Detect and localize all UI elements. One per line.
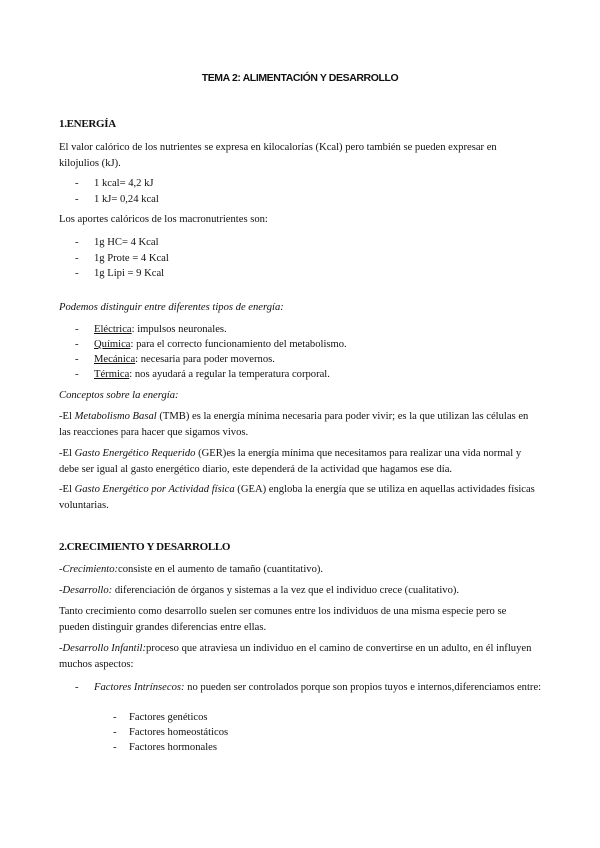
term: Térmica [94,369,130,380]
list-item: - 1g Prote = 4 Kcal [75,253,169,264]
paragraph-infantil: -Desarrollo Infantil:proceso que atraviesa un individuo en el camino de convertirse en un adulto, en él influyen muchos aspectos: [59,643,532,670]
list-item: - 1 kcal= 4,2 kJ [75,178,154,189]
term: Eléctrica [94,324,132,335]
page-title: TEMA 2: ALIMENTACIÓN Y DESARROLLO [201,72,399,84]
paragraph-crecimiento: -Crecimiento:consiste en el aumento de tamaño (cuantitativo). [59,564,324,575]
paragraph-tmb: -El Metabolismo Basal (TMB) es la energía mínima necesaria para poder vivir; es la que utilizan las células en las reacciones para hacer que sigamos vivos. [59,411,529,438]
paragraph-tanto: Tanto crecimiento como desarrollo suelen ser comunes entre los individuos de una misma especie pero se pueden distinguir grandes diferencias entre ellas. [59,606,507,633]
paragraph-conceptos: Conceptos sobre la energía: [59,390,179,401]
term: -Desarrollo Infantil: [59,643,146,654]
paragraph-desarrollo: -Desarrollo: diferenciación de órganos y sistemas a la vez que el individuo crece (cualitativo). [59,585,460,596]
term: Gasto Energético por Actividad física [74,484,235,495]
list-item: - 1g Lipi = 9 Kcal [75,268,165,279]
list-item: - Eléctrica: impulsos neuronales. [75,324,227,335]
sub-list-item: - Factores genéticos [113,712,208,723]
paragraph-tipos-intro: Podemos distinguir entre diferentes tipos de energía: [59,302,284,313]
list-item: - 1g HC= 4 Kcal [75,237,159,248]
list-item: - Mecánica: necesaria para poder movernos. [75,354,275,365]
sub-list-item: - Factores hormonales [113,742,217,753]
list-item: - Factores Intrínsecos: no pueden ser controlados porque son propios tuyos e internos,diferenciamos entre: [75,682,542,693]
term: Factores Intrínsecos: [94,682,185,693]
term: Mecánica [94,354,136,365]
list-item: - 1 kJ= 0,24 kcal [75,194,159,205]
paragraph-ger: -El Gasto Energético Requerido (GER)es la energía mínima que necesitamos para realizar una vida normal y debe ser igual al gasto energético diario, este dependerá de la actividad que hagamos ese día. [59,448,522,475]
section-heading-crecimiento: 2.CRECIMIENTO Y DESARROLLO [59,541,231,553]
list-item: - Química: para el correcto funcionamiento del metabolismo. [75,339,347,350]
list-item: - Térmica: nos ayudará a regular la temperatura corporal. [75,369,330,380]
term: -Crecimiento: [59,564,119,575]
paragraph-aportes: Los aportes calóricos de los macronutrientes son: [59,214,268,225]
paragraph-intro: El valor calórico de los nutrientes se expresa en kilocalorías (Kcal) pero también se pueden expresar en kilojulios (kJ). [59,142,497,169]
term: Gasto Energético Requerido [74,448,196,459]
term: Química [94,339,131,350]
sub-list-item: - Factores homeostáticos [113,727,229,738]
term: -Desarrollo: [59,585,113,596]
section-heading-energia: 1.ENERGÍA [59,118,116,130]
paragraph-gea: -El Gasto Energético por Actividad física (GEA) engloba la energía que se utiliza en aquellas actividades físicas voluntarias. [59,484,535,511]
term: Metabolismo Basal [74,411,157,422]
